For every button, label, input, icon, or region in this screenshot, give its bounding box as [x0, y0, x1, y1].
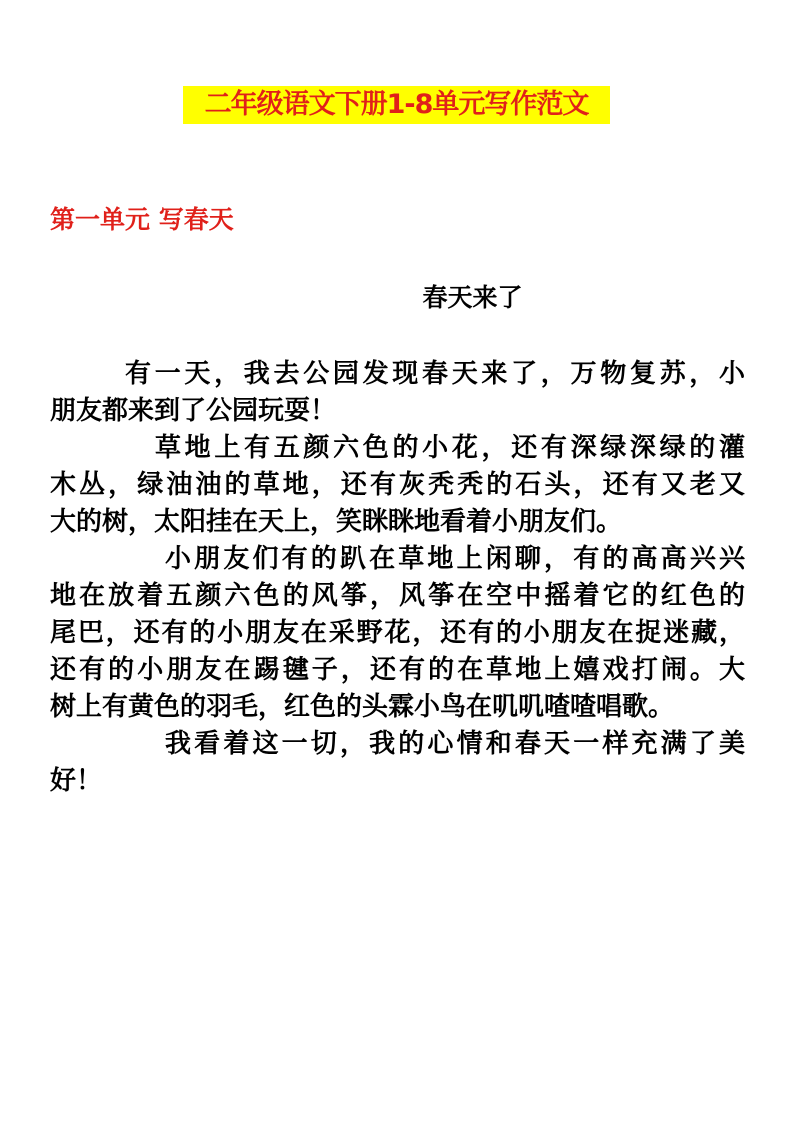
essay-line: 有一天，我去公园发现春天来了，万物复苏，小	[125, 359, 745, 389]
document-title: 二年级语文下册1-8单元写作范文	[183, 86, 610, 124]
essay-line: 还有的小朋友在踢毽子，还有的在草地上嬉戏打闹。大	[50, 655, 745, 685]
essay-line: 树上有黄色的羽毛，红色的头霖小鸟在叽叽喳喳唱歌。	[50, 692, 675, 722]
essay-line: 木丛，绿油油的草地，还有灰秃秃的石头，还有又老又	[50, 470, 745, 500]
essay-line: 草地上有五颜六色的小花，还有深绿深绿的灌	[155, 433, 745, 463]
essay-body	[50, 356, 745, 800]
essay-title: 春天来了	[422, 283, 523, 312]
essay-line: 地在放着五颜六色的风筝，风筝在空中摇着它的红色的	[50, 581, 745, 611]
essay-line: 尾巴，还有的小朋友在采野花，还有的小朋友在捉迷藏，	[50, 618, 745, 648]
essay-line: 大的树，太阳挂在天上，笑眯眯地看着小朋友们。	[50, 507, 623, 537]
essay-line: 我看着这一切，我的心情和春天一样充满了美	[165, 729, 745, 759]
essay-line: 小朋友们有的趴在草地上闲聊，有的高高兴兴	[165, 544, 745, 574]
essay-line: 好！	[50, 766, 103, 796]
essay-line: 朋友都来到了公园玩耍！	[50, 396, 337, 426]
section-heading: 第一单元 写春天	[50, 205, 234, 234]
